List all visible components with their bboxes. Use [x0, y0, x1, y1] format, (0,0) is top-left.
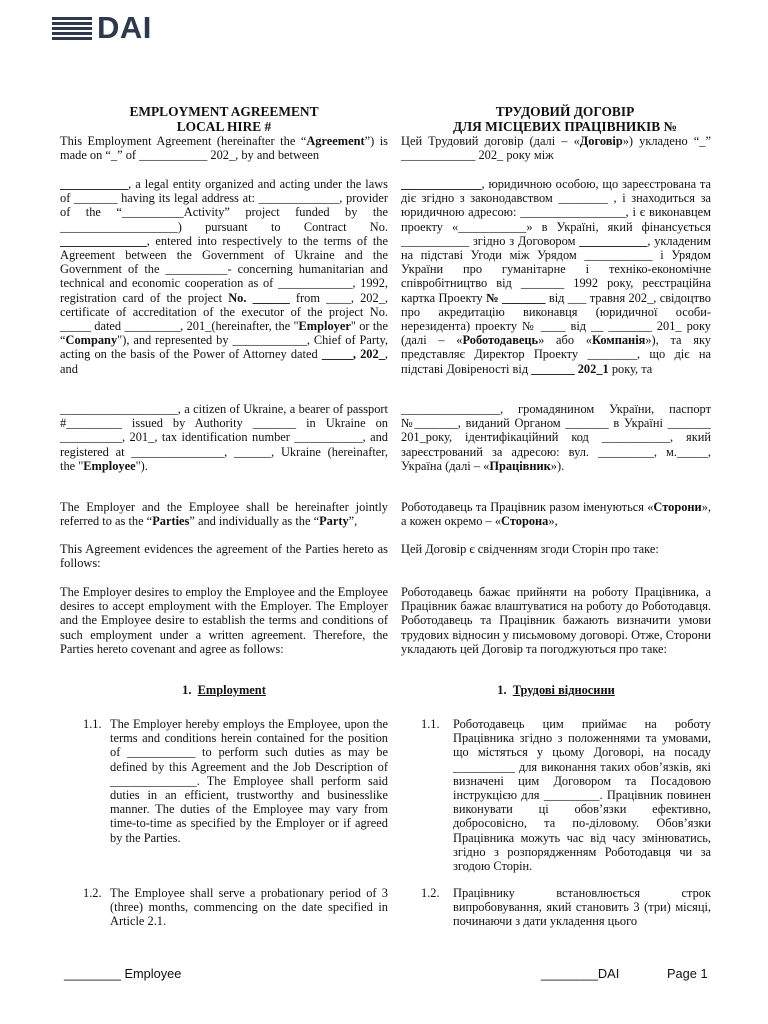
title-uk-line2: ДЛЯ МІСЦЕВИХ ПРАЦІВНИКІВ № [452, 119, 678, 134]
intro-uk: Цей Трудовий договір (далі – «Договір») укладено “_” ____________ 202_ року між [401, 134, 711, 163]
desire-paragraph-uk: Роботодавець бажає прийняти на роботу Працівника, а Працівник бажає влаштуватися на роботу до Роботодавця. Роботодавець та Працівник бажають визначити умови трудових відносин у письмовому договорі. Отже, Сторони укладають цей Договір та погоджуються про таке: [401, 585, 711, 656]
evidence-paragraph-uk: Цей Договір є свідченням згоди Сторін про таке: [401, 542, 659, 556]
desire-paragraph-en: The Employer desires to employ the Employee and the Employee desires to accept employment with the Employer. The Employer and the Employee desire to establish the terms and conditions of such employment under a written agreement. Therefore, the Parties hereto covenant and agree as follows: [60, 585, 388, 656]
parties-paragraph-uk: Роботодавець та Працівник разом іменуються «Сторони», а кожен окремо – «Сторона», [401, 500, 711, 529]
section-1-heading-uk: 1. Трудові відносини [497, 683, 615, 697]
footer-page-number: Page 1 [667, 966, 708, 981]
intro-en: This Employment Agreement (hereinafter the “Agreement”) is made on “_” of ___________ 202_, by and between [60, 134, 388, 163]
logo-text: DAI [97, 10, 152, 45]
clause-1-2-number-uk: 1.2. [421, 886, 440, 900]
title-uk-line1: ТРУДОВИЙ ДОГОВІР [495, 104, 635, 119]
parties-paragraph-en: The Employer and the Employee shall be hereinafter jointly referred to as the “Parties” and individually as the “Party”, [60, 500, 388, 529]
title-uk [394, 104, 736, 134]
dai-logo [52, 10, 162, 45]
employer-paragraph-uk: _____________, юридичною особою, що зареєстрована та діє згідно з законодавством ________ , і знаходиться за юридичною адресою: _________________, і є виконавцем проекту «___________» в Україні, який фінансується ___________ згідно з Договором ___________, укладеним на підставі Угоди між Урядом ___________ і Урядом України про гуманітарне і техніко-економічне співробітництво від _______ 1992 року, реєстраційна картка Проекту № _______ від ___ травня 202_, свідоцтво про акредитацію виконавця (юридичної особи-нерезидента) проекту № ____ від __ _______ 201_ року (далі – «Роботодавець» або «Компанія»), та яку представляє Директор Проекту ________, що діє на підставі Довіреності від _______ 202_1 року, та [401, 177, 711, 376]
employee-paragraph-uk: ________________, громадянином України, паспорт №_______, виданий Органом _______ в Україні _______ 201_року, ідентифікаційний код ___________, який зареєстрований за адресою: вул. _________, м._____, Україна (далі – «Працівник»). [401, 402, 711, 473]
title-en-line1: EMPLOYMENT AGREEMENT [129, 104, 319, 119]
employee-paragraph-en: ___________________, a citizen of Ukraine, a bearer of passport #_________ issued by Authority _______ in Ukraine on __________, 201_, tax identification number ___________, and registered at _______________, ______, Ukraine (hereinafter, the "Employee"). [60, 402, 388, 473]
logo-bars-icon [52, 17, 92, 41]
clause-1-1-uk: Роботодавець цим приймає на роботу Працівника згідно з положеннями та умовами, що містяться у цьому Договорі, на посаду __________ для виконання таких обов’язків, які визначені цим Договором та Посадовою інструкцією для _________. Працівник повинен виконувати ці обов’язки ефективно, добросовісно, та по-діловому. Обов’язки Працівника можуть час від часу змінюватись, згідно з розпорядженням Роботодавця чи за згодою Сторін. [453, 717, 711, 874]
clause-1-2-en: The Employee shall serve a probationary period of 3 (three) months, commencing on the date specified in Article 2.1. [110, 886, 388, 929]
footer-dai-initials: ________DAI [541, 966, 620, 981]
footer-employee-initials: ________ Employee [64, 966, 182, 981]
clause-1-1-number-uk: 1.1. [421, 717, 440, 731]
employer-paragraph-en: ___________, a legal entity organized and acting under the laws of _______ having its legal address at: _____________, provider of the “__________Activity” project funded by the ___________________) pursuant to Contract No. ______________, entered into respectively to the terms of the Agreement between the Government of Ukraine and the Government of the __________- concerning humanitarian and technical and economic cooperation as of ____________, 1992, registration card of the project No. ______ from ____, 202_, certificate of accreditation of the executor of the project No. _____ dated _________, 201_(hereinafter, the "Employer" or the “Company"), and represented by ____________, Chief of Party, acting on the basis of the Power of Attorney dated _____, 202_, and [60, 177, 389, 376]
clause-1-2-number-en: 1.2. [83, 886, 102, 900]
evidence-paragraph-en: This Agreement evidences the agreement of the Parties hereto as follows: [60, 542, 388, 571]
section-1-heading-en: 1. Employment [182, 683, 266, 697]
clause-1-1-en: The Employer hereby employs the Employee, upon the terms and conditions herein contained for the position of ___________ to perform such duties as may be defined by this Agreement and the Job Description of ______________. The Employee shall perform said duties in an efficient, trustworthy and businesslike manner. The duties of the Employee may vary from time-to-time as specified by the Employer or if agreed by the Parties. [110, 717, 388, 845]
clause-1-2-uk: Працівнику встановлюється строк випробовування, який становить 3 (три) місяці, починаючи з дати укладення цього [453, 886, 711, 929]
title-en-line2: LOCAL HIRE # [176, 119, 272, 134]
clause-1-1-number-en: 1.1. [83, 717, 102, 731]
title-en [60, 104, 388, 134]
